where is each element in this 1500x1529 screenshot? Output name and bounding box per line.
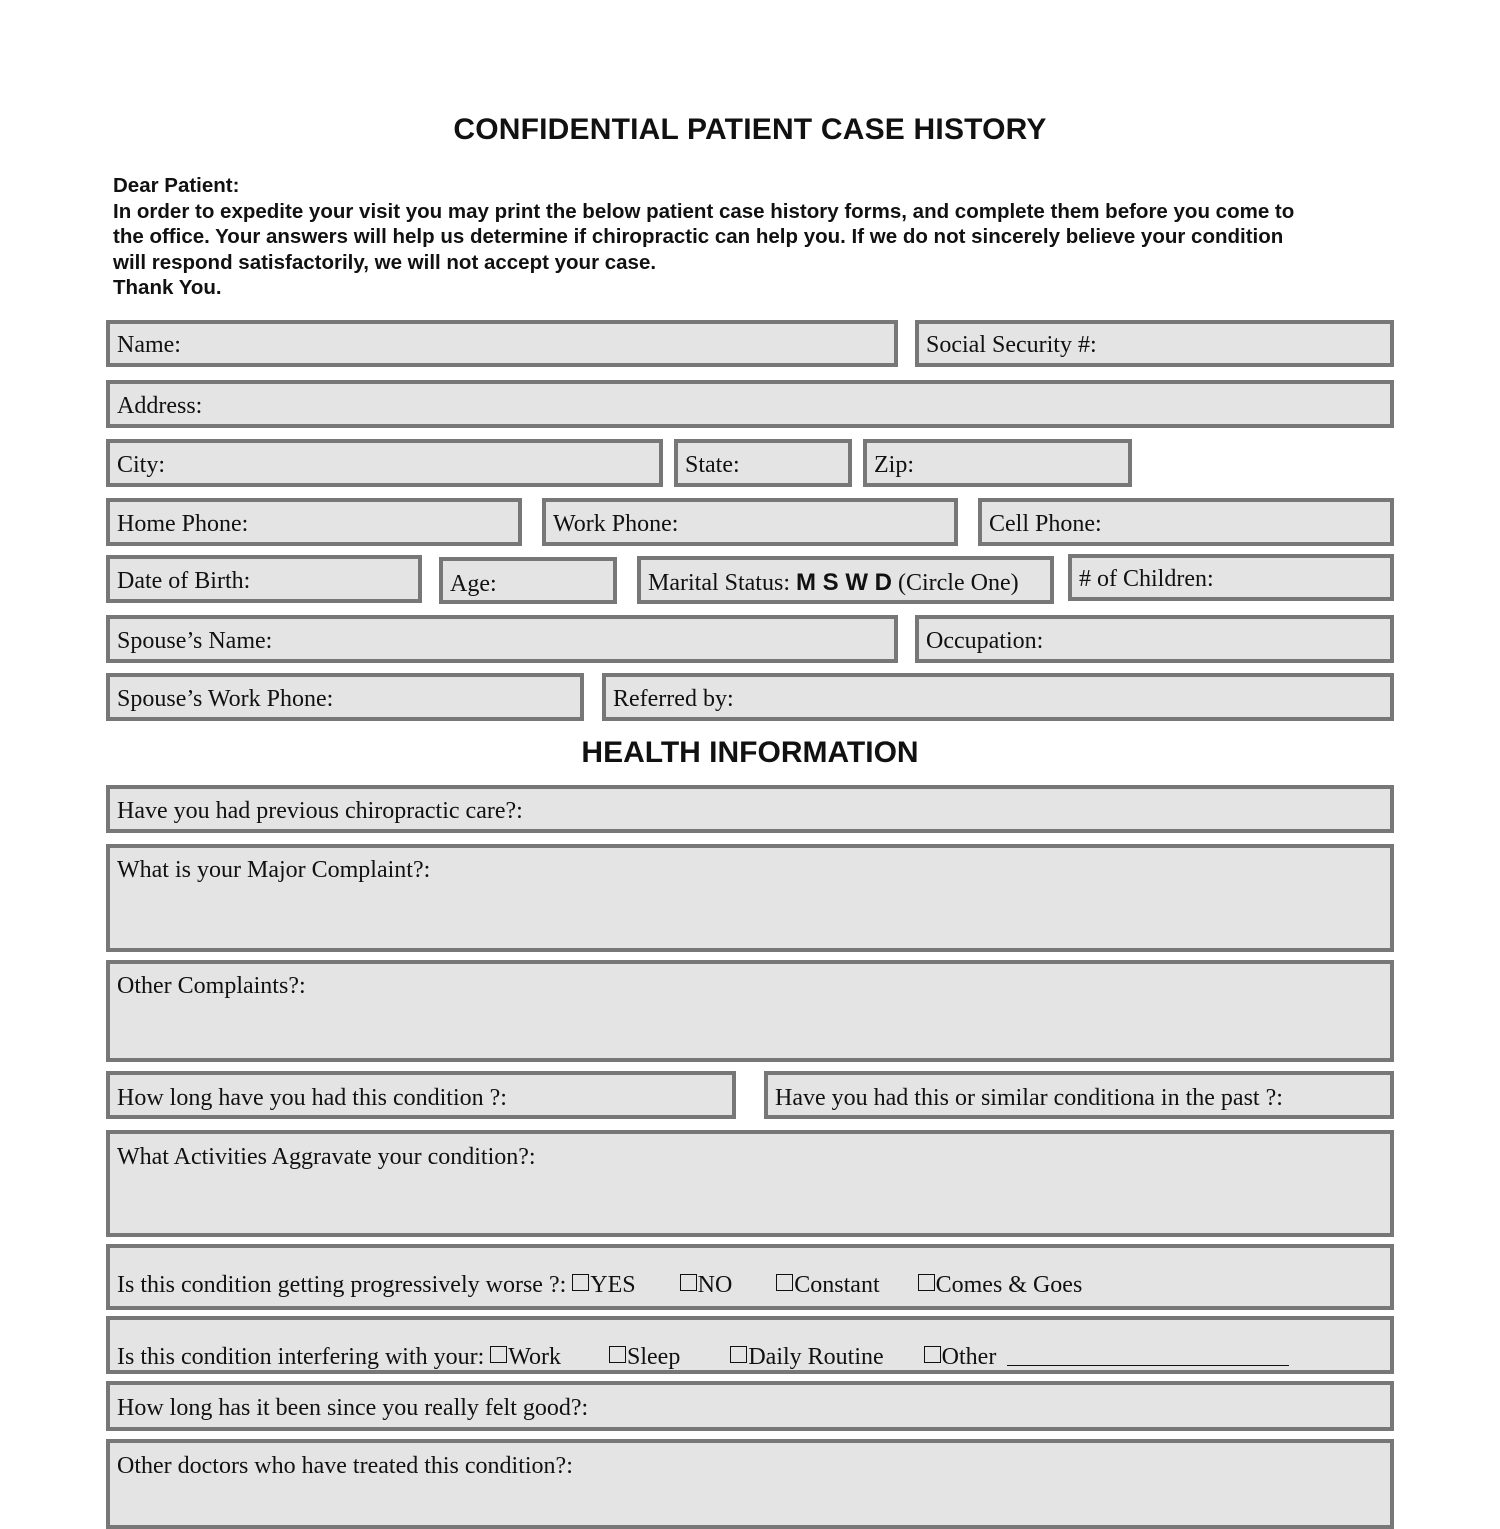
ssn-label: Social Security #: [926, 332, 1097, 358]
worse-option-no[interactable]: NO [680, 1270, 733, 1300]
how-long-field[interactable] [106, 1071, 736, 1119]
other-complaints-label: Other Complaints?: [117, 973, 306, 999]
spouse-work-phone-label: Spouse’s Work Phone: [117, 686, 334, 712]
children-field[interactable] [1068, 554, 1394, 601]
home-phone-field[interactable] [106, 498, 522, 546]
age-label: Age: [450, 571, 497, 597]
intro-line: In order to expedite your visit you may print the below patient case history forms, and complete them before you come to [113, 199, 1295, 223]
worse-option-comes-goes[interactable]: Comes & Goes [918, 1270, 1083, 1300]
intro-closing: Thank You. [113, 276, 222, 299]
referred-by-field[interactable] [602, 673, 1394, 721]
interfering-option-other[interactable]: Other [924, 1342, 997, 1372]
checkbox-icon[interactable] [572, 1274, 589, 1291]
zip-field[interactable] [863, 439, 1132, 487]
interfering-option-daily-routine[interactable]: Daily Routine [730, 1342, 883, 1372]
work-phone-field[interactable] [542, 498, 958, 546]
intro-letter [113, 173, 1403, 301]
checkbox-icon[interactable] [776, 1274, 793, 1291]
section-title-health: HEALTH INFORMATION [581, 736, 919, 769]
aggravate-label: What Activities Aggravate your condition?: [117, 1144, 536, 1170]
felt-good-field[interactable] [106, 1381, 1394, 1431]
intro-line: will respond satisfactorily, we will not accept your case. [113, 250, 657, 274]
spouse-name-label: Spouse’s Name: [117, 628, 273, 654]
other-doctors-label: Other doctors who have treated this condition?: [117, 1453, 573, 1479]
dob-label: Date of Birth: [117, 568, 251, 594]
interfering-option-work[interactable]: Work [490, 1342, 561, 1372]
intro-line: the office. Your answers will help us determine if chiropractic can help you. If we do not sincerely believe your condition [113, 225, 1284, 248]
checkbox-icon[interactable] [490, 1346, 507, 1363]
other-complaints-field[interactable] [106, 960, 1394, 1062]
worse-label: Is this condition getting progressively worse ?: [117, 1272, 567, 1298]
occupation-label: Occupation: [926, 628, 1044, 654]
occupation-field[interactable] [915, 615, 1394, 663]
worse-field [106, 1244, 1394, 1310]
aggravate-field[interactable] [106, 1130, 1394, 1237]
name-field[interactable] [106, 320, 898, 367]
cell-phone-label: Cell Phone: [989, 511, 1102, 537]
state-label: State: [685, 452, 740, 478]
previous-care-field[interactable] [106, 785, 1394, 833]
checkbox-icon[interactable] [680, 1274, 697, 1291]
interfering-label: Is this condition interfering with your: [117, 1344, 485, 1370]
interfering-field [106, 1316, 1394, 1374]
interfering-option-sleep[interactable]: Sleep [609, 1342, 680, 1372]
marital-status-options[interactable]: M S W D [795, 569, 892, 596]
page-title: CONFIDENTIAL PATIENT CASE HISTORY [453, 113, 1047, 146]
ssn-field[interactable] [915, 320, 1394, 367]
major-complaint-field[interactable] [106, 844, 1394, 952]
spouse-name-field[interactable] [106, 615, 898, 663]
checkbox-icon[interactable] [730, 1346, 747, 1363]
address-label: Address: [117, 393, 203, 419]
major-complaint-label: What is your Major Complaint?: [117, 857, 431, 883]
name-label: Name: [117, 332, 181, 358]
previous-care-label: Have you had previous chiropractic care?: [117, 798, 523, 824]
city-field[interactable] [106, 439, 663, 487]
intro-greeting: Dear Patient: [113, 174, 240, 197]
work-phone-label: Work Phone: [553, 511, 679, 537]
zip-label: Zip: [874, 452, 914, 478]
felt-good-label: How long has it been since you really felt good?: [117, 1395, 589, 1421]
marital-status-hint: (Circle One) [897, 570, 1019, 596]
other-doctors-field[interactable] [106, 1439, 1394, 1529]
spouse-work-phone-field[interactable] [106, 673, 584, 721]
marital-status-field[interactable] [637, 556, 1054, 604]
other-blank-line[interactable] [1007, 1345, 1289, 1366]
checkbox-icon[interactable] [918, 1274, 935, 1291]
similar-past-label: Have you had this or similar conditiona in the past ?: [775, 1085, 1283, 1111]
address-field[interactable] [106, 380, 1394, 428]
age-field[interactable] [439, 557, 617, 604]
children-label: # of Children: [1079, 566, 1214, 592]
cell-phone-field[interactable] [978, 498, 1394, 546]
marital-status-label: Marital Status: [648, 570, 790, 596]
similar-past-field[interactable] [764, 1071, 1394, 1119]
worse-option-constant[interactable]: Constant [776, 1270, 879, 1300]
referred-by-label: Referred by: [613, 686, 734, 712]
home-phone-label: Home Phone: [117, 511, 249, 537]
worse-option-yes[interactable]: YES [572, 1270, 635, 1300]
checkbox-icon[interactable] [609, 1346, 626, 1363]
checkbox-icon[interactable] [924, 1346, 941, 1363]
state-field[interactable] [674, 439, 852, 487]
how-long-label: How long have you had this condition ?: [117, 1085, 507, 1111]
dob-field[interactable] [106, 555, 422, 603]
city-label: City: [117, 452, 166, 478]
